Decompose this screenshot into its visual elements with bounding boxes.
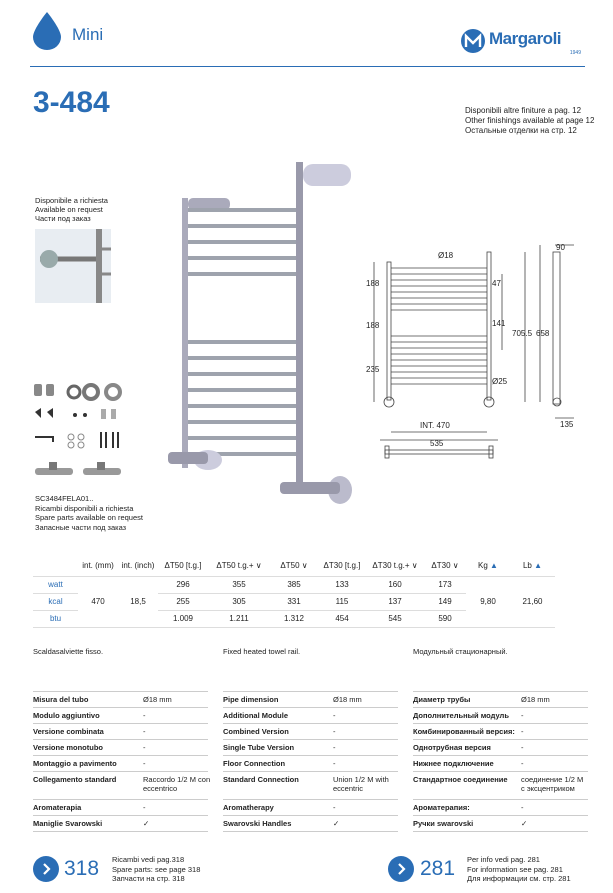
table-row: watt 470 18,5 296 355 385 133 160 173 9,80 21,60: [33, 576, 555, 593]
spare-parts-note: SC3484FELA01.. Ricambi disponibili a richiesta Spare parts available on request Запасные части под заказ: [35, 494, 143, 532]
spec-value: -: [143, 803, 146, 812]
spec-row: [33, 756, 208, 772]
spec-row: [223, 724, 398, 740]
spec-label: Нижнее подключение: [413, 759, 494, 768]
spec-value: -: [333, 743, 336, 752]
spec-label: Aromaterapia: [33, 803, 82, 812]
chevron-right-icon: [388, 856, 414, 882]
footer-note-left: Ricambi vedi pag.318 Spare parts: see page 318 Запчасти на стр. 318: [112, 855, 201, 883]
spec-label: Однотрубная версия: [413, 743, 491, 752]
spec-row: [413, 740, 588, 756]
spec-value: Ø18 mm: [521, 695, 550, 704]
spec-value: -: [521, 727, 524, 736]
dim-47: 47: [492, 279, 501, 288]
spec-label: Single Tube Version: [223, 743, 295, 752]
spec-label: Combined Version: [223, 727, 289, 736]
spec-label: Montaggio a pavimento: [33, 759, 117, 768]
drop-icon: [33, 12, 61, 55]
footer-page-right[interactable]: 281: [420, 857, 456, 880]
spec-value: -: [143, 711, 146, 720]
dim-188a: 188: [366, 279, 380, 288]
spec-label: Swarovski Handles: [223, 819, 292, 828]
spec-value: -: [333, 803, 336, 812]
spec-row: [223, 772, 398, 800]
description-it: Scaldasalviette fisso.: [33, 647, 104, 656]
spare-parts-icons: [33, 382, 133, 482]
dim-141: 141: [492, 319, 506, 328]
spec-row: [413, 772, 588, 800]
spec-label: Комбинированный версия:: [413, 727, 515, 736]
dim-535: 535: [430, 439, 444, 448]
spec-row: [223, 691, 398, 708]
spec-value: Ø18 mm: [333, 695, 362, 704]
footer-page-left[interactable]: 318: [64, 857, 100, 880]
spec-row: [223, 740, 398, 756]
spec-value: -: [333, 759, 336, 768]
brand-logo: [460, 28, 585, 58]
description-ru: Модульный стационарный.: [413, 647, 508, 656]
spec-label: Versione monotubo: [33, 743, 104, 752]
dim-25: Ø25: [492, 377, 508, 386]
spec-row: [33, 740, 208, 756]
spec-row: [33, 708, 208, 724]
spec-row: [413, 724, 588, 740]
brand-year: 1949: [569, 50, 581, 56]
spec-label: Дополнительный модуль: [413, 711, 509, 720]
spec-row: [223, 816, 398, 832]
spec-value: -: [333, 711, 336, 720]
spec-row: [413, 691, 588, 708]
footer-note-right: Per info vedi pag. 281 For information see pag. 281 Для информации см. стр. 281: [467, 855, 571, 883]
spec-label: Диаметр трубы: [413, 695, 471, 704]
spec-label: Ароматерапия:: [413, 803, 470, 812]
spec-label: Maniglie Svarowski: [33, 819, 103, 828]
detail-photo: [35, 229, 111, 303]
spec-row: [223, 800, 398, 816]
product-photo: [160, 160, 355, 505]
spec-value: соединение 1/2 M с эксцентриком: [521, 775, 584, 793]
specs-ru: [413, 691, 588, 832]
spec-label: Additional Module: [223, 711, 288, 720]
spec-label: Collegamento standard: [33, 775, 117, 784]
spec-value: Union 1/2 M with eccentric: [333, 775, 389, 793]
spec-row: [413, 816, 588, 832]
collection-title: Mini: [72, 25, 104, 44]
dim-658: 658: [536, 329, 550, 338]
brand-name: Margaroli: [489, 29, 562, 48]
spec-label: Standard Connection: [223, 775, 299, 784]
spec-row: [413, 800, 588, 816]
spec-value: -: [143, 759, 146, 768]
table-row: btu 1.009 1.211 1.312 454 545 590: [33, 610, 555, 627]
spec-value: -: [521, 711, 524, 720]
spec-value: -: [143, 743, 146, 752]
performance-table: int. (mm) int. (inch) ΔT50 [t.g.] ΔT50 t.g.+ ∨ ΔT50 ∨ ΔT30 [t.g.] ΔT30 t.g.+ ∨ ΔT30 ∨ Kg ▲ Lb ▲ watt 470 18,5 296 355 385 133 160 173 9,80 21,60 kcal 255 305 331 115 137 149 btu 1.009 1.211 1.312 454 545 590: [33, 556, 555, 628]
spec-row: [413, 708, 588, 724]
spec-row: [413, 756, 588, 772]
dim-188b: 188: [366, 321, 380, 330]
spec-label: Misura del tubo: [33, 695, 89, 704]
chevron-right-icon: [33, 856, 59, 882]
spec-value: -: [521, 803, 524, 812]
spec-value: -: [333, 727, 336, 736]
spec-label: Стандартное соединение: [413, 775, 508, 784]
page-link-281[interactable]: [388, 856, 414, 882]
product-code: 3-484: [33, 86, 110, 119]
dim-90: 90: [556, 243, 565, 252]
header-rule: [30, 66, 585, 67]
spec-row: [33, 772, 211, 800]
on-request-note: Disponibile a richiesta Available on request Части под заказ: [35, 196, 108, 223]
finishes-note: Disponibili altre finiture a pag. 12 Other finishings available at page 12 Остальные отделки на стр. 12: [465, 106, 595, 135]
spec-value: ✓: [143, 819, 150, 828]
spec-value: ✓: [333, 819, 340, 828]
spec-label: Modulo aggiuntivo: [33, 711, 100, 720]
spec-value: -: [521, 759, 524, 768]
spec-row: [33, 724, 208, 740]
page-link-318[interactable]: [33, 856, 59, 882]
dim-135: 135: [560, 420, 574, 429]
dim-tube: Ø18: [438, 251, 454, 260]
spec-value: ✓: [521, 819, 528, 828]
spec-value: Ø18 mm: [143, 695, 172, 704]
spec-row: [223, 708, 398, 724]
spec-label: Aromatherapy: [223, 803, 274, 812]
spec-row: [223, 756, 398, 772]
spec-label: Floor Connection: [223, 759, 286, 768]
technical-drawing: [360, 240, 590, 475]
spec-value: Raccordo 1/2 M con eccentrico: [143, 775, 211, 793]
spec-label: Versione combinata: [33, 727, 104, 736]
spec-label: Pipe dimension: [223, 695, 279, 704]
dim-705: 705.5: [512, 329, 533, 338]
description-en: Fixed heated towel rail.: [223, 647, 301, 656]
spec-row: [33, 691, 208, 708]
specs-en: [223, 691, 398, 832]
spec-label: Ручки swarovski: [413, 819, 474, 828]
dim-235: 235: [366, 365, 380, 374]
spec-value: -: [521, 743, 524, 752]
spec-row: [33, 816, 208, 832]
weight-icon: ▲: [534, 561, 543, 571]
weight-icon: ▲: [490, 561, 498, 571]
table-row: kcal 255 305 331 115 137 149: [33, 593, 555, 610]
spec-value: -: [143, 727, 146, 736]
dim-int: INT. 470: [420, 421, 450, 430]
specs-it: [33, 691, 211, 832]
spec-row: [33, 800, 208, 816]
